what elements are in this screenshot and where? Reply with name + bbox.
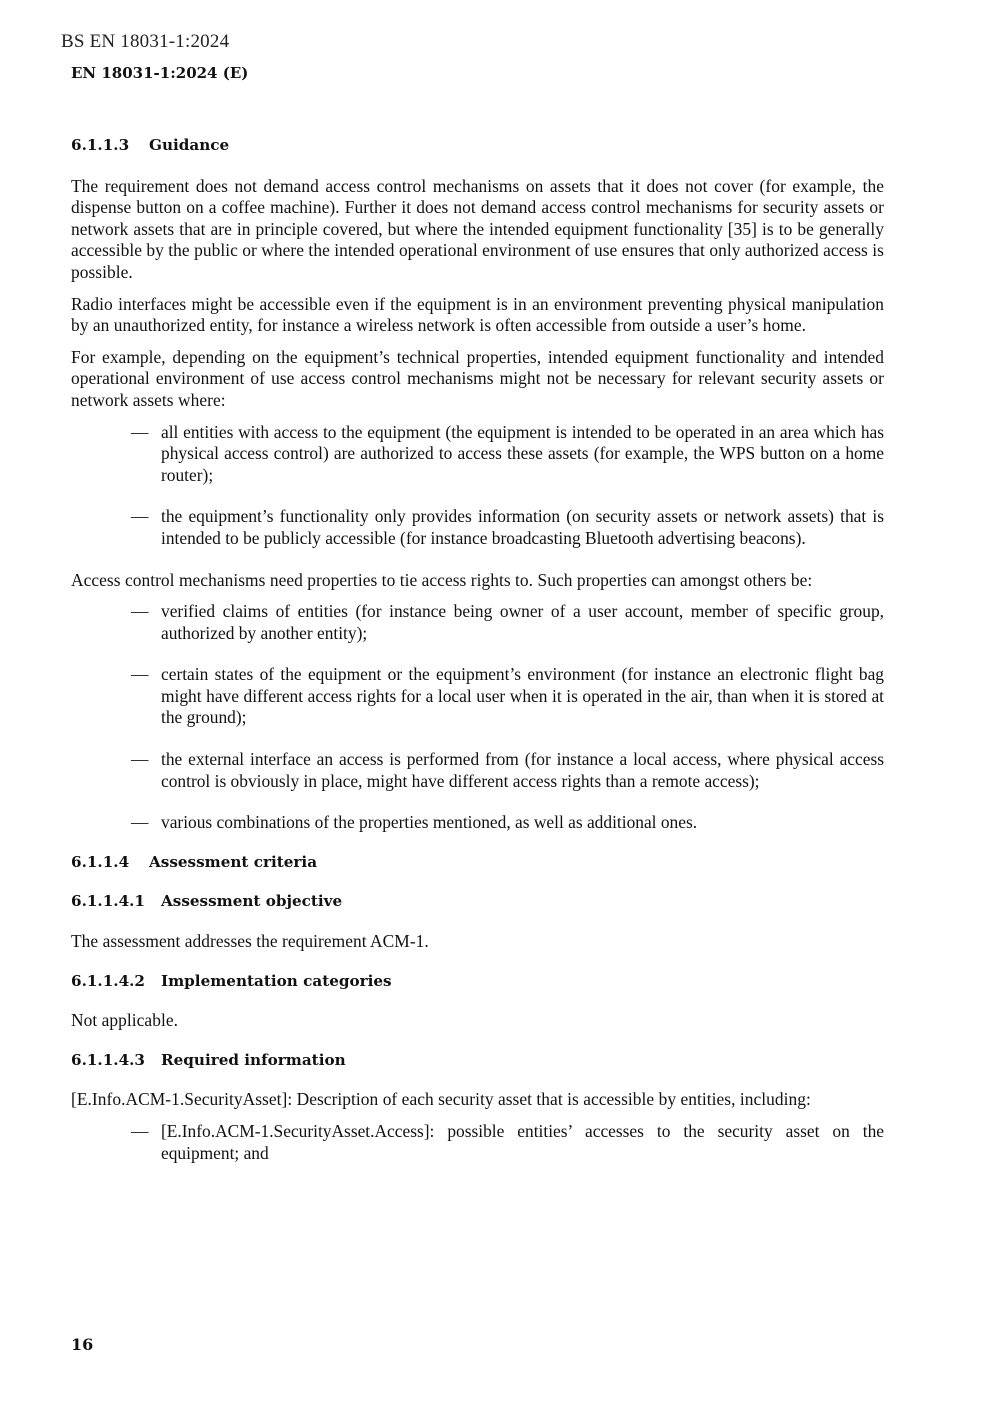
list-item [131, 422, 884, 487]
list-item [131, 749, 884, 792]
list-item [131, 601, 884, 644]
section-title: Assessment criteria [149, 852, 318, 871]
page-content [71, 135, 884, 1164]
section-heading-assessment-objective [71, 891, 884, 913]
list-item-text: the equipment’s functionality only provides information (on security assets or network assets) that is intended to be publicly accessible (for instance broadcasting Bluetooth advertising beacons). [161, 506, 884, 548]
document-standard-code: BS EN 18031-1:2024 [61, 31, 230, 52]
document-en-code: EN 18031-1:2024 (E) [71, 64, 249, 82]
section-title: Required information [161, 1050, 346, 1069]
section-number: 6.1.1.3 [71, 136, 130, 154]
section-heading-implementation-categories [71, 971, 884, 993]
list-dash: — [131, 421, 149, 442]
list-item [131, 664, 884, 729]
list-item-text: verified claims of entities (for instance being owner of a user account, member of specific group, authorized by another entity); [161, 601, 884, 643]
section-title: Guidance [149, 136, 230, 154]
list-item [131, 812, 884, 834]
paragraph: For example, depending on the equipment’s technical properties, intended equipment functionality and intended operational environment of use access control mechanisms might not be necessary for relevant security assets or network assets where: [71, 346, 884, 410]
section-number: 6.1.1.4.3 [71, 1050, 145, 1069]
section-number: 6.1.1.4.1 [71, 892, 145, 911]
section-title: Assessment objective [161, 892, 343, 911]
section-heading-assessment-criteria [71, 852, 884, 874]
list-item-text: [E.Info.ACM-1.SecurityAsset.Access]: possible entities’ accesses to the security asset on the equipment; and [161, 1121, 884, 1163]
paragraph: Access control mechanisms need properties to tie access rights to. Such properties can amongst others be: [71, 569, 813, 590]
paragraph: [E.Info.ACM-1.SecurityAsset]: Description of each security asset that is accessible by entities, including: [71, 1089, 811, 1110]
list-dash: — [131, 664, 149, 685]
section-number: 6.1.1.4 [71, 852, 130, 871]
list-dash: — [131, 749, 149, 770]
paragraph: The assessment addresses the requirement ACM-1. [71, 931, 429, 952]
section-heading-required-information [71, 1050, 884, 1072]
section-title: Implementation categories [161, 971, 392, 990]
list-item-text: the external interface an access is performed from (for instance a local access, where physical access control is obviously in place, might have different access rights than a remote access); [161, 749, 884, 791]
page-number: 16 [71, 1335, 94, 1354]
list-item-text: all entities with access to the equipment (the equipment is intended to be operated in an area which has physical access control) are authorized to access these assets (for example, the WPS button on a home router); [161, 421, 884, 485]
list-dash: — [131, 506, 149, 527]
section-heading-guidance [71, 135, 884, 157]
list-dash: — [131, 601, 149, 622]
list-item [131, 1121, 884, 1164]
paragraph: Radio interfaces might be accessible even if the equipment is in an environment preventing physical manipulation by an unauthorized entity, for instance a wireless network is often accessible from outside a user’s home. [71, 293, 884, 336]
list-item-text: various combinations of the properties mentioned, as well as additional ones. [161, 812, 698, 833]
list-dash: — [131, 812, 149, 833]
paragraph: Not applicable. [71, 1010, 178, 1031]
list-item-text: certain states of the equipment or the equipment’s environment (for instance an electronic flight bag might have different access rights for a local user when it is operated in the air, than when it is stored at the ground); [161, 664, 884, 728]
list-item [131, 506, 884, 549]
paragraph: The requirement does not demand access control mechanisms on assets that it does not cover (for example, the dispense button on a coffee machine). Further it does not demand access control mechanisms for security assets or network assets that are in principle covered, but where the intended equipment functionality [35] is to be generally accessible by the public or where the intended operational environment of use ensures that only authorized access is possible. [71, 175, 884, 282]
section-number: 6.1.1.4.2 [71, 971, 145, 990]
list-dash: — [131, 1121, 149, 1141]
